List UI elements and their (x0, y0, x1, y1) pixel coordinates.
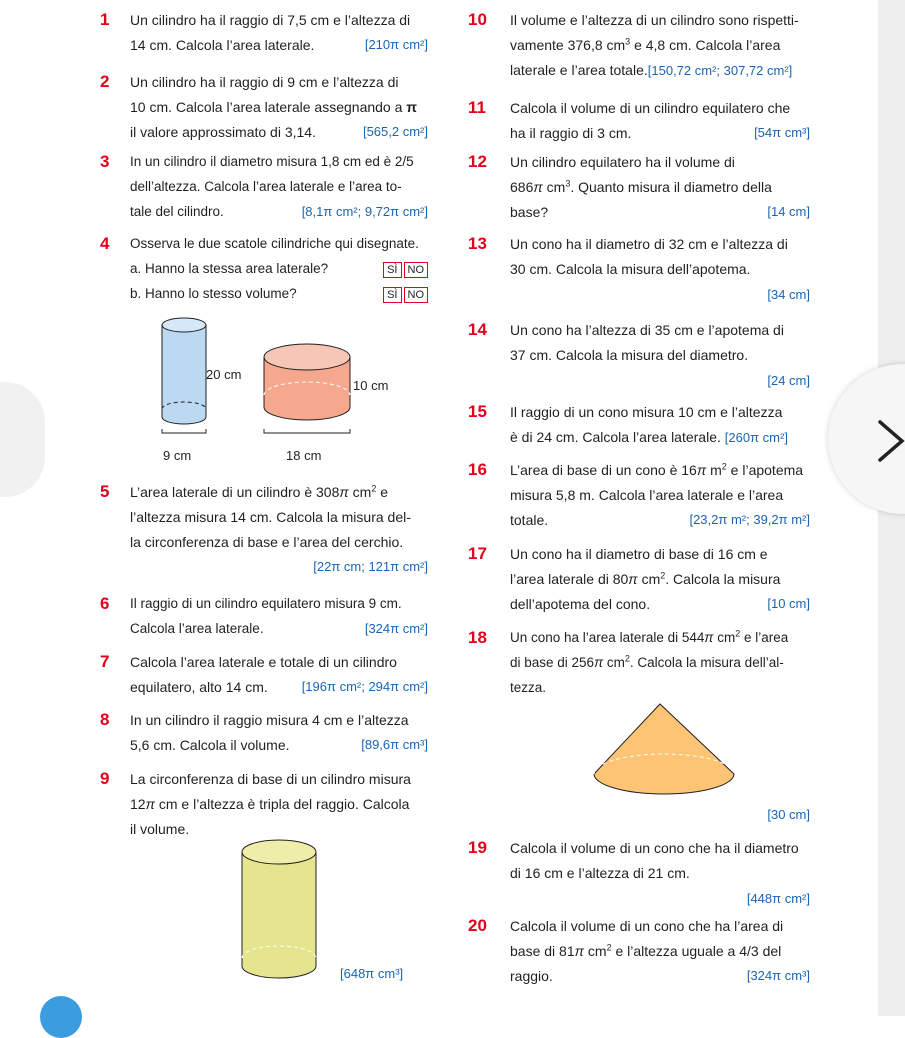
exercise-number: 11 (468, 98, 486, 117)
exercise-answer: [150,72 cm²; 307,72 cm²] (647, 62, 793, 78)
exercise-2: 2 Un cilindro ha il raggio di 9 cm e l’altezza di 10 cm. Calcola l’area laterale assegnando a π il valore approssimato di 3,14. [565,2 cm²] (130, 70, 428, 144)
exercise-number: 8 (100, 710, 110, 729)
no-option-b[interactable]: NO (404, 287, 429, 303)
exercise-number: 6 (100, 594, 110, 613)
cylinder1-height-label: 20 cm (206, 367, 242, 382)
exercise-number: 4 (100, 234, 110, 253)
figure-cylinders (150, 315, 360, 435)
exercise-answer: [54π cm³] (754, 124, 810, 140)
exercise-answer: [89,6π cm³] (361, 736, 428, 752)
figure-cone (590, 700, 740, 800)
exercise-8: 8 In un cilindro il raggio misura 4 cm e l’altezza 5,6 cm. Calcola il volume. [89,6π cm³] (130, 708, 428, 758)
exercise-answer: [196π cm²; 294π cm²] (301, 678, 428, 694)
no-option-a[interactable]: NO (404, 262, 429, 278)
exercise-12: 12 Un cilindro equilatero ha il volume di 686π $cm^3$. Quanto misura il diametro della base? [14 cm] (510, 150, 810, 224)
exercise-20: 20 Calcola il volume di un cono che ha l’area di base di 81π $cm^2$ e l’altezza uguale a 4/3 del raggio. [324π cm³] (510, 914, 810, 988)
exercise-number: 20 (468, 916, 487, 935)
yes-option-b[interactable]: SÌ (383, 287, 401, 303)
exercise-answer: [324π cm³] (746, 967, 810, 983)
exercise-answer: [14 cm] (767, 203, 810, 219)
exercise-answer: [324π cm²] (364, 620, 428, 636)
exercise-answer: [448π cm²] (746, 890, 810, 906)
exercise-18: 18 Un cono ha l’area laterale di 544π $cm^2$ e l’area di base di 256π $cm^2$. Calcola la misura dell’al- tezza. (468, 628, 789, 695)
exercise-3: 3 In un cilindro il diametro misura 1,8 cm ed è 2/5 dell’altezza. Calcola l’area laterale e l’area to- tale del cilindro. [8,1π cm²; 9,72π cm²] (130, 150, 428, 224)
exercise-number: 19 (468, 838, 487, 857)
exercise-number: 7 (100, 652, 110, 671)
exercise-16: 16 L’area di base di un cono è 16π $m^2$ e l’apotema misura 5,8 m. Calcola l’area laterale e l’area totale. [23,2π m²; 39,2π m²] (510, 458, 810, 532)
exercise-number: 18 (468, 628, 487, 647)
exercise-answer: [23,2π m²; 39,2π m²] (689, 511, 810, 527)
previous-page-button[interactable] (0, 382, 45, 497)
cylinder2-height-label: 10 cm (353, 378, 389, 393)
exercise-17: 17 Un cono ha il diametro di base di 16 cm e l’area laterale di 80π $cm^2$. Calcola la misura dell’apotema del cono. [10 cm] (510, 542, 810, 616)
exercise-5: 5 L’area laterale di un cilindro è 308π $cm^2$ e l’altezza misura 14 cm. Calcola la misura del- la circonferenza di base e l’area del cerchio. [22π cm; 121π cm²] (100, 482, 428, 575)
exercise-answer: [34 cm] (767, 286, 810, 302)
exercise-9-answer: [648π cm³] (340, 966, 404, 981)
exercise-number: 16 (468, 460, 487, 479)
exercise-11: 11 Calcola il volume di un cilindro equilatero che ha il raggio di 3 cm. [54π cm³] (510, 96, 810, 146)
exercise-1: 1 Un cilindro ha il raggio di 7,5 cm e l’altezza di 14 cm. Calcola l’area laterale. [210π cm²] (130, 8, 428, 58)
exercise-number: 1 (100, 10, 110, 29)
exercise-answer: [30 cm] (767, 807, 810, 822)
exercise-answer: [24 cm] (767, 372, 810, 388)
figure-green-cylinder (238, 838, 320, 988)
exercise-number: 17 (468, 544, 487, 563)
exercise-number: 3 (100, 152, 110, 171)
exercise-number: 13 (468, 234, 487, 253)
exercise-7: 7 Calcola l’area laterale e totale di un cilindro equilatero, alto 14 cm. [196π cm²; 294π cm²] (130, 650, 428, 700)
exercise-answer: [565,2 cm²] (362, 123, 428, 139)
exercise-4: 4 Osserva le due scatole cilindriche qui disegnate. a. Hanno la stessa area laterale? SÌ NO b. Hanno lo stesso volume? SÌ NO (130, 232, 428, 306)
exercise-answer: [210π cm²] (364, 36, 428, 52)
exercise-9: 9 La circonferenza di base di un cilindro misura 12π cm e l’altezza è tripla del raggio. Calcola il volume. (100, 769, 411, 837)
exercise-answer: [22π cm; 121π cm²] (313, 559, 428, 575)
exercise-18-answer-row (510, 802, 810, 828)
next-page-button[interactable] (828, 364, 905, 514)
yes-option-a[interactable]: SÌ (383, 262, 401, 278)
exercise-number: 15 (468, 402, 487, 421)
exercise-number: 12 (468, 152, 487, 171)
exercise-13: 13 Un cono ha il diametro di 32 cm e l’altezza di 30 cm. Calcola la misura dell’apotema. [34 cm] (468, 234, 810, 302)
cylinder1-base-label: 9 cm (163, 448, 192, 463)
exercise-15: 15 Il raggio di un cono misura 10 cm e l’altezza è di 24 cm. Calcola l’area laterale. [260π cm²] (468, 402, 788, 445)
exercise-number: 14 (468, 320, 487, 339)
exercise-answer: [10 cm] (767, 595, 810, 611)
exercise-14: 14 Un cono ha l’altezza di 35 cm e l’apotema di 37 cm. Calcola la misura del diametro. [24 cm] (468, 320, 810, 388)
exercise-number: 9 (100, 769, 110, 788)
exercise-19: 19 Calcola il volume di un cono che ha il diametro di 16 cm e l’altezza di 21 cm. [448π cm²] (468, 838, 810, 906)
exercise-number: 2 (100, 72, 110, 91)
exercise-number: 10 (468, 10, 487, 29)
exercise-10: 10 Il volume e l’altezza di un cilindro sono rispetti- vamente 376,8 $cm^3$ e 4,8 cm. Calcola l’area laterale e l’area totale.[150,72 cm²; 307,72 cm²] (468, 10, 799, 78)
floating-action-button[interactable] (40, 996, 82, 1038)
cylinder2-base-label: 18 cm (286, 448, 322, 463)
chevron-right-icon (876, 418, 905, 464)
exercise-answer: [8,1π cm²; 9,72π cm²] (301, 203, 428, 219)
exercise-number: 5 (100, 482, 110, 501)
exercise-6: 6 Il raggio di un cilindro equilatero misura 9 cm. Calcola l’area laterale. [324π cm²] (130, 592, 428, 642)
exercise-text: Un cilindro ha il raggio di 7,5 cm e l’altezza di (130, 12, 411, 28)
exercise-answer: [260π cm²] (724, 429, 788, 445)
